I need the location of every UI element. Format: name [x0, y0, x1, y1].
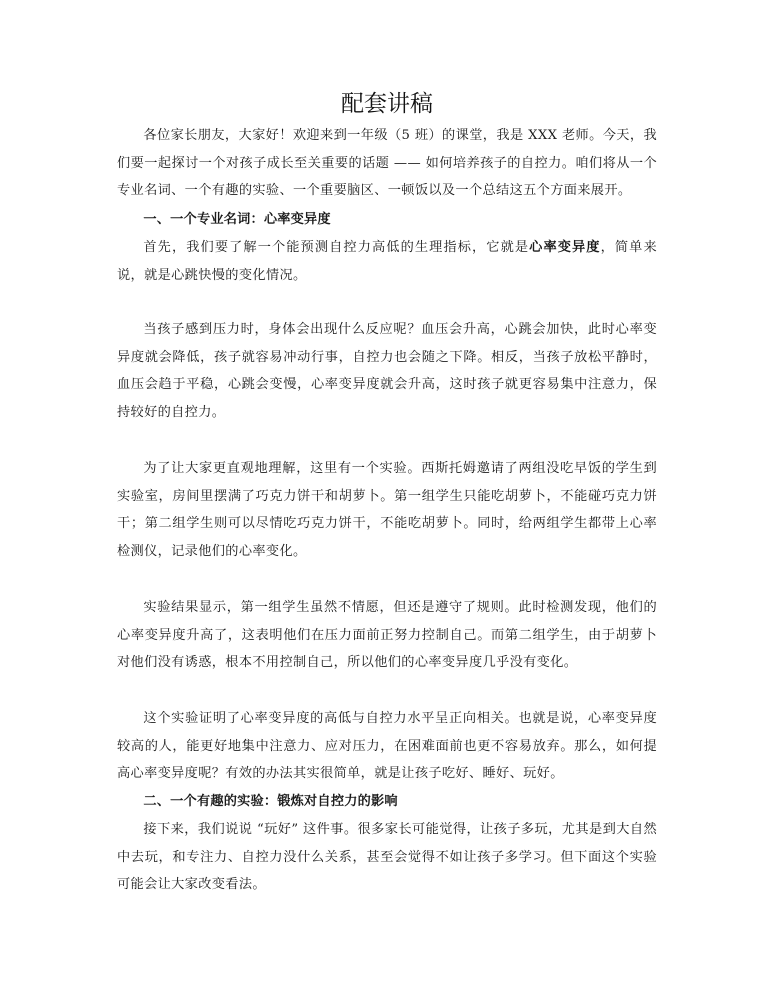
section-1-paragraph-1 — [117, 234, 657, 289]
intro-paragraph: 各位家长朋友，大家好！欢迎来到一年级（5 班）的课堂，我是 XXX 老师。今天，我们要一起探讨一个对孩子成长至关重要的话题 —— 如何培养孩子的自控力。咱们将从一个专业名词、一个有趣的实验、一个重要脑区、一顿饭以及一个总结这五个方面来展开。 — [117, 128, 657, 199]
section-1-heading: 一、一个专业名词：心率变异度 — [143, 212, 331, 227]
section-1-paragraph-3: 为了让大家更直观地理解，这里有一个实验。西斯托姆邀请了两组没吃早饭的学生到实验室，房间里摆满了巧克力饼干和胡萝卜。第一组学生只能吃胡萝卜，不能碰巧克力饼干；第二组学生则可以尽情吃巧克力饼干，不能吃胡萝卜。同时，给两组学生都带上心率检测仪，记录他们的心率变化。 — [117, 461, 657, 559]
section-1-paragraph-4: 实验结果显示，第一组学生虽然不情愿，但还是遵守了规则。此时检测发现，他们的心率变异度升高了，这表明他们在压力面前正努力控制自己。而第二组学生，由于胡萝卜对他们没有诱惑，根本不用控制自己，所以他们的心率变异度几乎没有变化。 — [117, 600, 657, 671]
bold-term: 心率变异度 — [529, 240, 601, 255]
document-title: 配套讲稿 — [341, 91, 433, 117]
text-segment: 首先，我们要了解一个能预测自控力高低的生理指标，它就是 — [143, 240, 530, 255]
section-1-paragraph-2: 当孩子感到压力时，身体会出现什么反应呢？血压会升高，心跳会加快，此时心率变异度就会降低，孩子就容易冲动行事，自控力也会随之下降。相反，当孩子放松平静时，血压会趋于平稳，心跳会变慢，心率变异度就会升高，这时孩子就更容易集中注意力，保持较好的自控力。 — [117, 322, 657, 420]
section-2-paragraph-1: 接下来，我们说说 “玩好” 这件事。很多家长可能觉得，让孩子多玩，尤其是到大自然中去玩，和专注力、自控力没什么关系，甚至会觉得不如让孩子多学习。但下面这个实验可能会让大家改变看法。 — [117, 822, 657, 893]
text-segment: ，简单来说，就是心跳快慢的变化情况。 — [117, 240, 657, 283]
section-1-paragraph-5: 这个实验证明了心率变异度的高低与自控力水平呈正向相关。也就是说，心率变异度较高的人，能更好地集中注意力、应对压力，在困难面前也更不容易放弃。那么，如何提高心率变异度呢？有效的办法其实很简单，就是让孩子吃好、睡好、玩好。 — [117, 711, 657, 782]
section-2-heading: 二、一个有趣的实验：锻炼对自控力的影响 — [143, 794, 398, 809]
